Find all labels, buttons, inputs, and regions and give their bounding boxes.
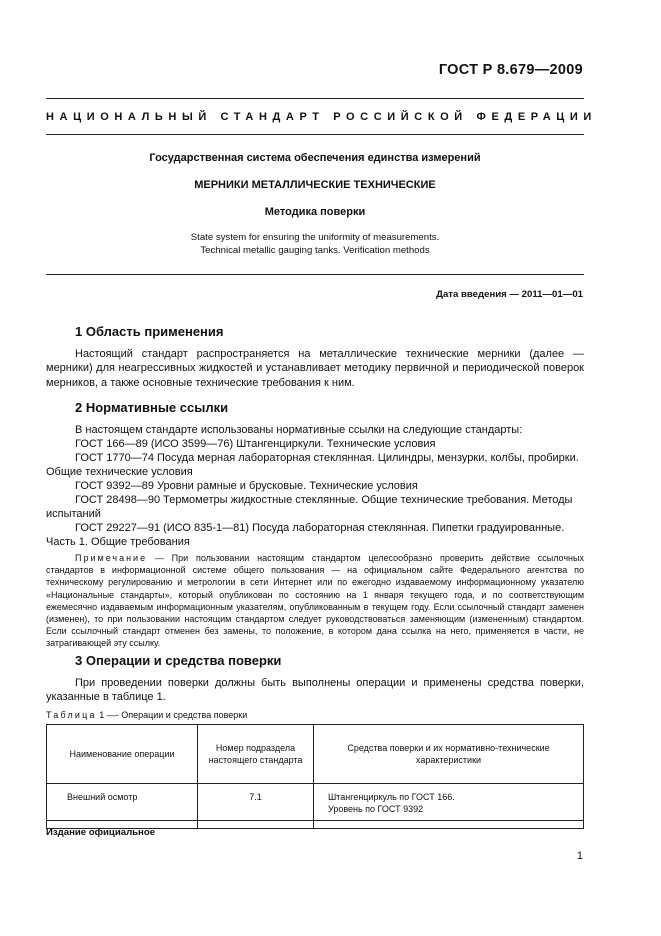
table-caption [46, 710, 247, 720]
main-title: МЕРНИКИ МЕТАЛЛИЧЕСКИЕ ТЕХНИЧЕСКИЕ [194, 179, 436, 191]
top-rule [46, 98, 584, 99]
ref-gost-9392: ГОСТ 9392—89 Уровни рамные и брусковые. Технические условия [75, 480, 418, 492]
introduction-date: Дата введения — 2011—01—01 [436, 289, 583, 300]
footer-rule [46, 820, 584, 821]
section-3-text: При проведении поверки должны быть выполнены операции и применены средства поверки, указанные в таблице 1. [46, 677, 584, 704]
ref-gost-166: ГОСТ 166—89 (ИСО 3599—76) Штангенциркули. Технические условия [75, 438, 436, 450]
table-caption-text: 1 —- Операции и средства поверки [96, 710, 248, 720]
ref-gost-29227: ГОСТ 29227—91 (ИСО 835-1—81) Посуда лабораторная стеклянная. Пипетки градуированные. [75, 522, 565, 534]
section-2-intro: В настоящем стандарте использованы нормативные ссылки на следующие стандарты: [75, 424, 523, 436]
section-3-heading: 3 Операции и средства поверки [75, 653, 282, 668]
table-header-row [47, 725, 584, 784]
section-3-paragraph [46, 676, 584, 705]
ref-gost-1770: ГОСТ 1770—74 Посуда мерная лабораторная стеклянная. Цилиндры, мензурки, колбы, пробирки. [75, 452, 579, 464]
banner-rule [46, 134, 584, 135]
english-title-line-2: Technical metallic gauging tanks. Verification methods [200, 245, 430, 256]
header-operation: Наименование операции [47, 725, 198, 784]
ref-gost-29227-cont: Часть 1. Общие требования [46, 536, 190, 548]
header-subsection: Номер подраздела настоящего стандарта [198, 725, 314, 784]
table-row [47, 784, 584, 829]
cell-subsection: 7.1 [198, 784, 314, 829]
note-text: — При пользовании настоящим стандартом целесообразно проверить действие ссылочных стандартов в информационной системе общего пользования — на официальном сайте Федерального агентства по техническому регулированию и метрологии в сети Интернет или по ежегодно издаваемому информационному указателю «Национальные стандарты», который опубликован по состоянию на 1 января текущего года, и по соответствующим ежемесячно издаваемым информационным указателям, опубликованным в текущем году. Если ссылочный стандарт заменен (изменен), то при пользовании настоящим стандартом следует руководствоваться заменяющим (измененным) стандартом. Если ссылочный стандарт отменен без замены, то положение, в котором дана ссылка на него, применяется в части, не затрагивающей эту ссылку. [46, 553, 584, 649]
table-caption-lead: Таблица [46, 710, 97, 720]
ref-gost-1770-cont: Общие технические условия [46, 466, 193, 478]
english-title-line-1: State system for ensuring the uniformity of measurements. [190, 232, 440, 243]
section-1-paragraph [46, 347, 584, 390]
sub-title: Методика поверки [264, 206, 366, 218]
note-lead: Примечание [75, 553, 148, 563]
operations-table [46, 724, 584, 829]
means-line-1: Штангенциркуль по ГОСТ 166. [328, 792, 455, 802]
section-1-heading: 1 Область применения [75, 324, 224, 339]
english-title [46, 231, 584, 257]
ref-gost-28498-cont: испытаний [46, 508, 101, 520]
system-title: Государственная система обеспечения единства измерений [149, 152, 481, 164]
ref-gost-28498: ГОСТ 28498—90 Термометры жидкостные стеклянные. Общие технические требования. Методы [75, 494, 573, 506]
national-standard-banner: НАЦИОНАЛЬНЫЙ СТАНДАРТ РОССИЙСКОЙ ФЕДЕРАЦИИ [46, 111, 597, 123]
means-line-2: Уровень по ГОСТ 9392 [328, 804, 424, 814]
section-2-heading: 2 Нормативные ссылки [75, 400, 229, 415]
cell-operation: Внешний осмотр [47, 784, 198, 829]
cell-means [314, 784, 584, 829]
title-rule [46, 274, 584, 275]
references-note [46, 552, 584, 650]
page-number: 1 [576, 850, 583, 862]
header-means: Средства поверки и их нормативно-технические характеристики [314, 725, 584, 784]
document-code: ГОСТ Р 8.679—2009 [438, 62, 583, 78]
edition-label: Издание официальное [46, 827, 156, 838]
section-1-text: Настоящий стандарт распространяется на металлические технические мерники (далее — мерники) для неагрессивных жидкостей и устанавливает методику первичной и периодической поверок мерников, а также основные технические требования к ним. [46, 348, 584, 389]
